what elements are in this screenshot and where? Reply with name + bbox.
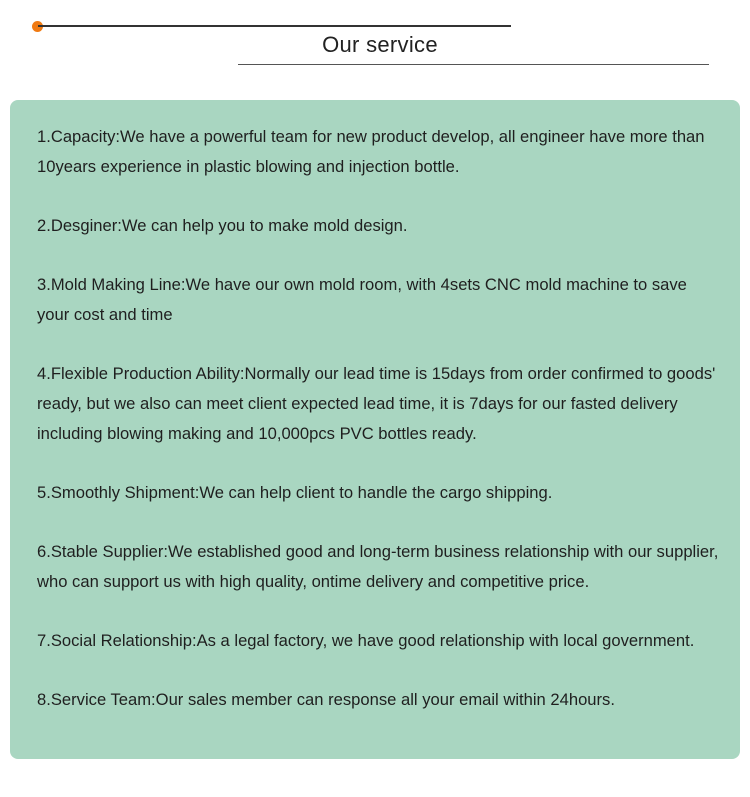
top-divider (38, 25, 511, 27)
service-item-capacity: 1.Capacity:We have a powerful team for new product develop, all engineer have more than 10years experience in plastic blowing and injection bottle. (37, 127, 705, 176)
service-item-stable-supplier: 6.Stable Supplier:We established good and long-term business relationship with our supplier, who can support us with high quality, ontime delivery and competitive price. (37, 542, 719, 591)
service-item-shipment: 5.Smoothly Shipment:We can help client to handle the cargo shipping. (37, 483, 553, 502)
page-title: Our service (322, 32, 438, 57)
title-underline (238, 64, 709, 65)
service-panel (10, 100, 740, 759)
service-item-mold-making: 3.Mold Making Line:We have our own mold room, with 4sets CNC mold machine to save your cost and time (37, 275, 687, 324)
service-item-social-relationship: 7.Social Relationship:As a legal factory, we have good relationship with local government. (37, 631, 695, 650)
service-item-designer: 2.Desginer:We can help you to make mold design. (37, 216, 408, 235)
service-item-flexible-production: 4.Flexible Production Ability:Normally our lead time is 15days from order confirmed to goods' ready, but we also can meet client expected lead time, it is 7days for our fasted delivery including blowing making and 10,000pcs PVC bottles ready. (37, 364, 716, 443)
service-item-service-team: 8.Service Team:Our sales member can response all your email within 24hours. (37, 690, 615, 709)
